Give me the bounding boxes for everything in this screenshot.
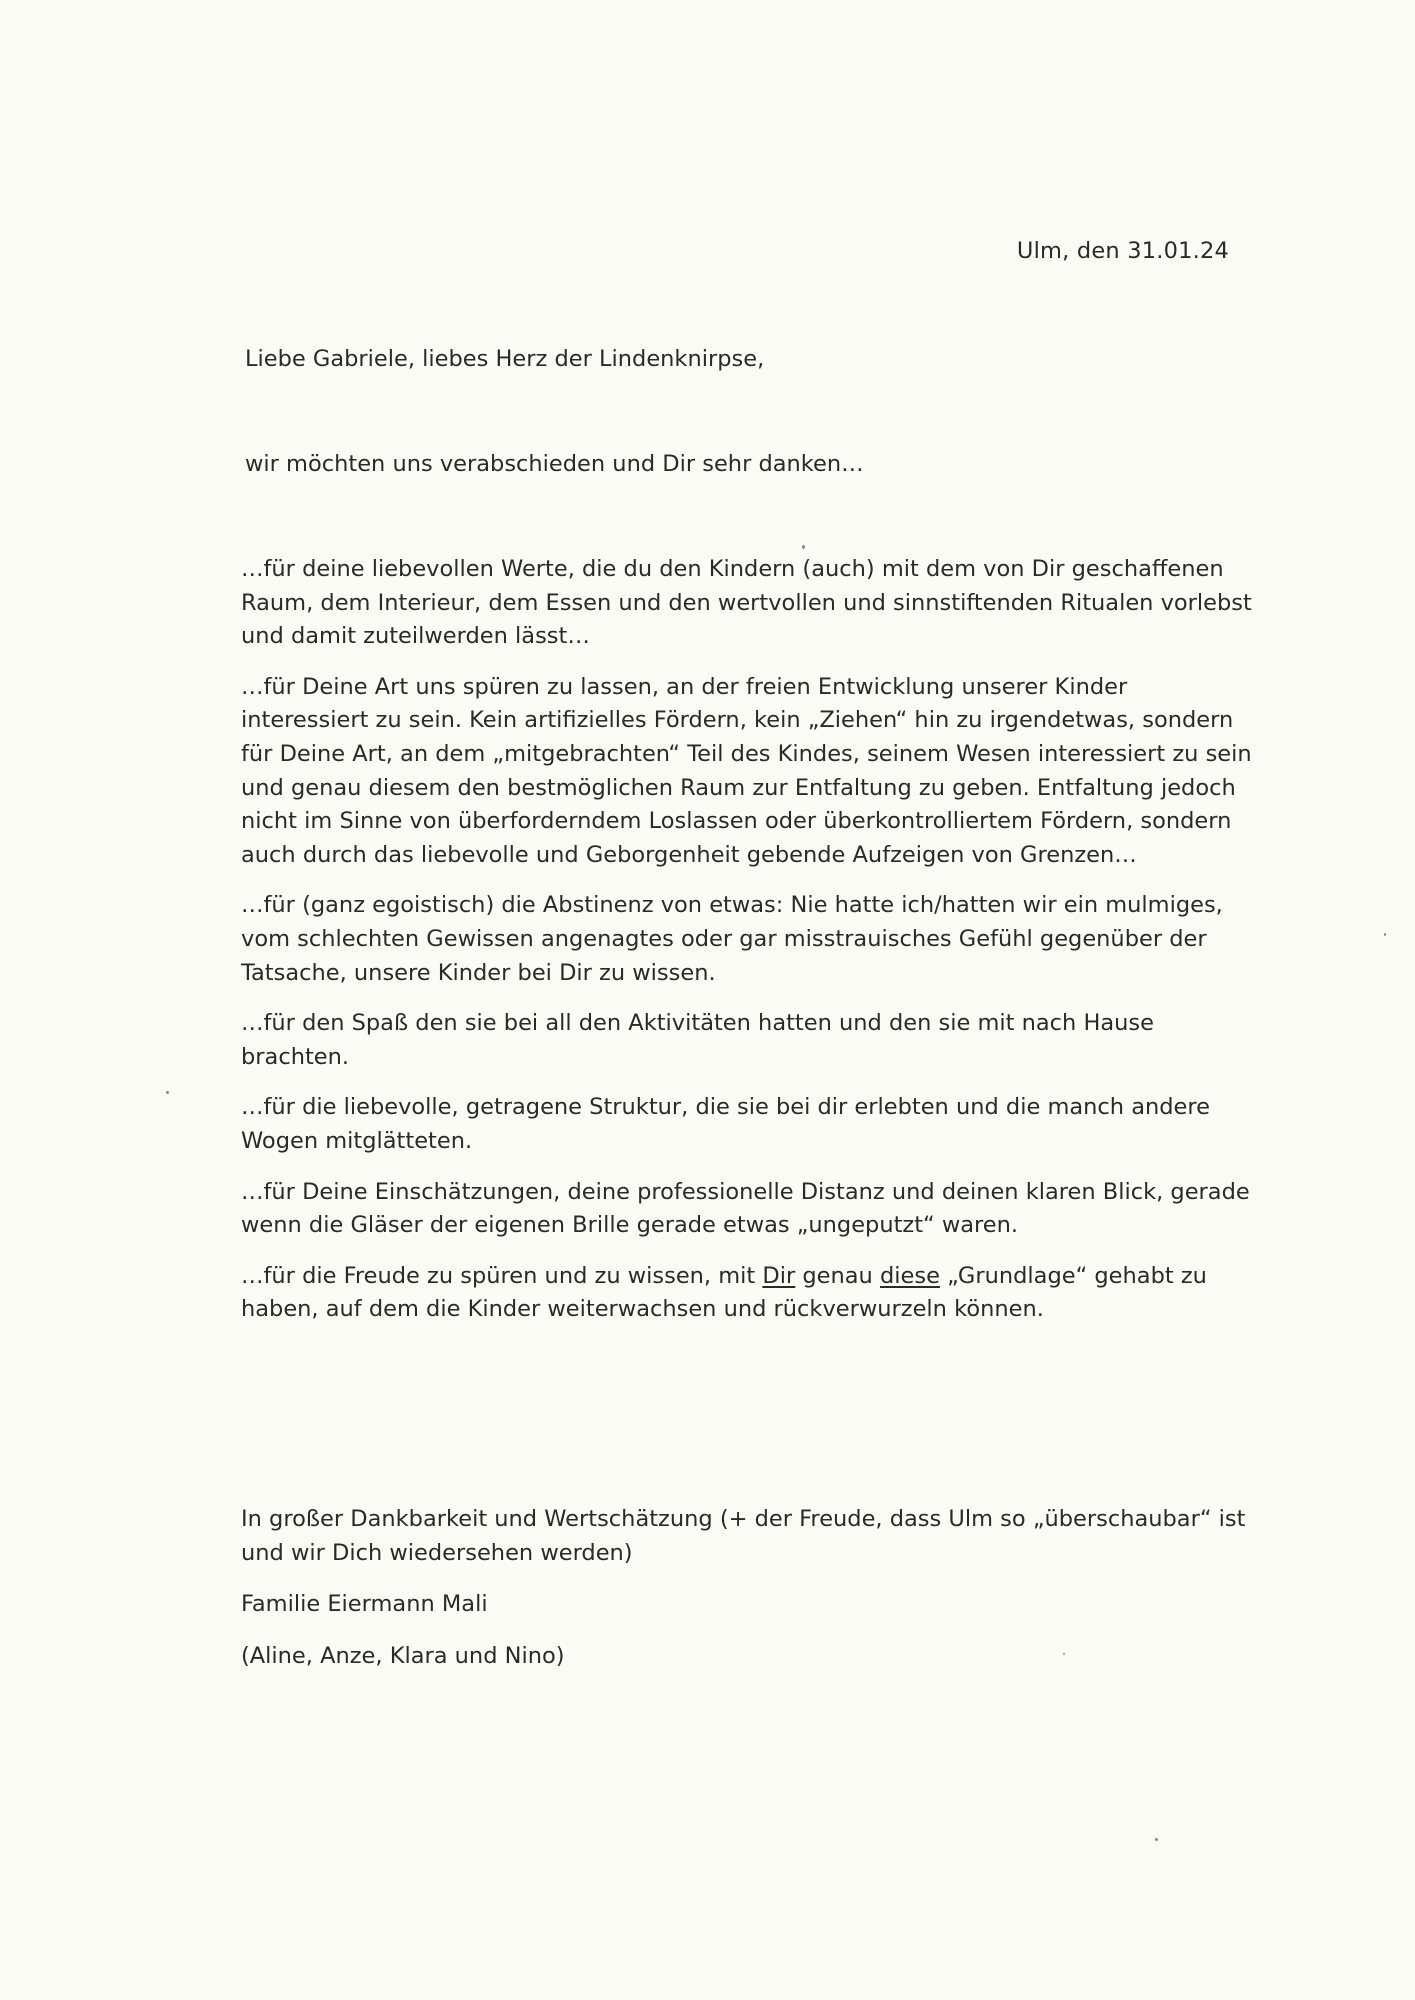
paragraph-struktur: …für die liebevolle, getragene Struktur, die sie bei dir erlebten und die manch andere Wogen mitglätteten. xyxy=(241,1094,1210,1154)
letter-closing-block xyxy=(241,1503,1261,1691)
paragraph-entwicklung: …für Deine Art uns spüren zu lassen, an der freien Entwicklung unserer Kinder interessiert zu sein. Kein artifizielles Fördern, kein „Ziehen“ hin zu irgendetwas, sondern für Deine Art, an dem „mitgebrachten“ Teil des Kindes, seinem Wesen interessiert zu sein und genau diesem den bestmöglichen Raum zur Entfaltung zu geben. Entfaltung jedoch nicht im Sinne von überforderndem Loslassen oder überkontrolliertem Fördern, sondern auch durch das liebevolle und Geborgenheit gebende Aufzeigen von Grenzen… xyxy=(241,673,1252,868)
paragraph-grundlage xyxy=(241,1260,1261,1327)
paragraph-werte: …für deine liebevollen Werte, die du den Kindern (auch) mit dem von Dir geschaffenen Raum, dem Interieur, dem Essen und den wertvollen und sinnstiftenden Ritualen vorlebst und damit zuteilwerden lässt… xyxy=(241,556,1252,650)
letter-greeting: Liebe Gabriele, liebes Herz der Lindenknirpse, xyxy=(245,346,765,372)
letter-body xyxy=(241,553,1261,1344)
letter-family-members: (Aline, Anze, Klara und Nino) xyxy=(241,1642,565,1669)
scan-speck xyxy=(1063,1653,1065,1655)
letter-closing: In großer Dankbarkeit und Wertschätzung (+ der Freude, dass Ulm so „überschaubar“ ist und wir Dich wiedersehen werden) xyxy=(241,1506,1246,1566)
paragraph-grundlage-part3: „Grundlage“ gehabt zu haben, auf dem die Kinder weiterwachsen und rückverwurzeln können. xyxy=(241,1262,1207,1323)
underlined-dir: Dir xyxy=(762,1262,796,1289)
scan-speck xyxy=(166,1091,169,1094)
scan-speck xyxy=(1155,1838,1158,1841)
paragraph-grundlage-part1: …für die Freude zu spüren und zu wissen, mit xyxy=(241,1262,763,1289)
scan-speck xyxy=(1384,933,1386,936)
underlined-diese: diese xyxy=(879,1262,940,1289)
paragraph-grundlage-part2: genau xyxy=(795,1262,880,1289)
paragraph-einschaetzungen: …für Deine Einschätzungen, deine professionelle Distanz und deinen klaren Blick, gerade wenn die Gläser der eigenen Brille gerade etwas „ungeputzt“ waren. xyxy=(241,1178,1250,1239)
scan-speck xyxy=(802,545,805,549)
letter-signature: Familie Eiermann Mali xyxy=(241,1591,488,1618)
letter-intro: wir möchten uns verabschieden und Dir sehr danken… xyxy=(245,451,864,477)
letter-date: Ulm, den 31.01.24 xyxy=(1016,238,1229,264)
paragraph-spass: …für den Spaß den sie bei all den Aktivitäten hatten und den sie mit nach Hause brachten. xyxy=(241,1010,1154,1070)
paragraph-abstinenz: …für (ganz egoistisch) die Abstinenz von etwas: Nie hatte ich/hatten wir ein mulmiges, vom schlechten Gewissen angenagtes oder gar misstrauisches Gefühl gegenüber der Tatsache, unsere Kinder bei Dir zu wissen. xyxy=(241,892,1223,986)
